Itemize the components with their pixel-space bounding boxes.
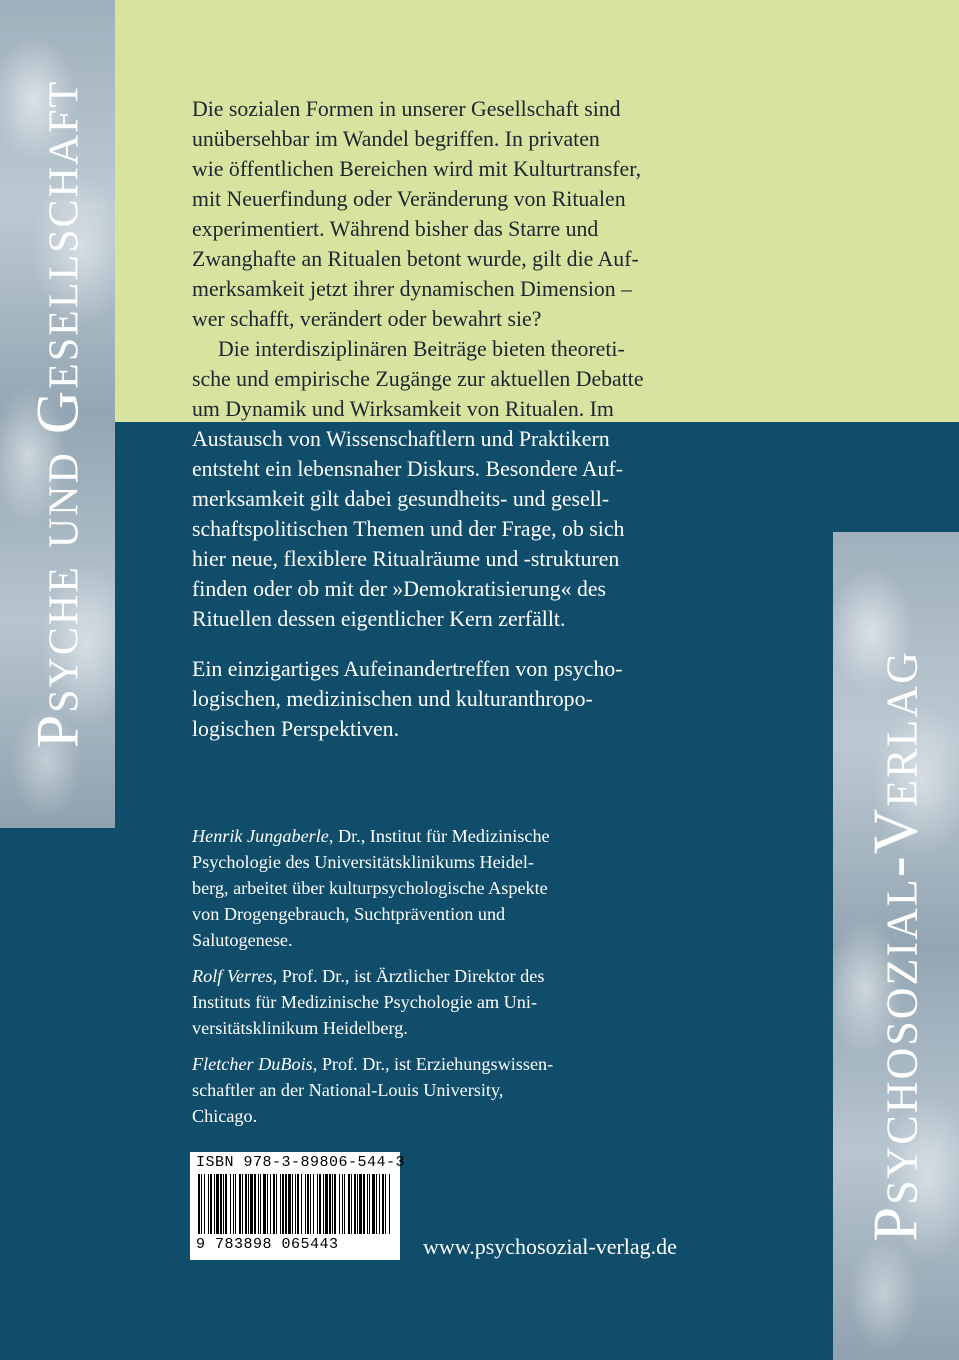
bio-line: Instituts für Medizinische Psychologie am Uni-: [192, 992, 538, 1012]
blurb-line: Ein einzigartiges Aufeinandertreffen von psycho-: [192, 657, 623, 681]
bio-first-line: [192, 963, 692, 989]
bio-line: berg, arbeitet über kulturpsychologische Aspekte: [192, 878, 548, 898]
blurb-line: sche und empirische Zugänge zur aktuellen Debatte: [192, 367, 644, 391]
blurb-line: um Dynamik und Wirksamkeit von Ritualen. Im: [192, 397, 614, 421]
series-title-strip: [0, 0, 115, 828]
publisher-strip: [833, 532, 959, 1360]
bio-first-line: [192, 1051, 692, 1077]
blurb-paragraph-2: [192, 334, 767, 634]
blurb-line: Austausch von Wissenschaftlern und Praktikern: [192, 427, 610, 451]
blurb-line: mit Neuerfindung oder Veränderung von Ritualen: [192, 187, 626, 211]
blurb-line: Rituellen dessen eigentlicher Kern zerfällt.: [192, 607, 566, 631]
author-name: Fletcher DuBois,: [192, 1054, 318, 1074]
barcode-bars: [196, 1174, 394, 1234]
blurb-line: schaftspolitischen Themen und der Frage, ob sich: [192, 517, 625, 541]
author-name: Henrik Jungaberle,: [192, 826, 334, 846]
blurb-line: logischen, medizinischen und kulturanthropo-: [192, 687, 593, 711]
bio-line: schaftler an der National-Louis University,: [192, 1080, 504, 1100]
blurb-line: wer schafft, verändert oder bewahrt sie?: [192, 307, 542, 331]
blurb-line: finden oder ob mit der »Demokratisierung« des: [192, 577, 607, 601]
publisher-name: Psychosozial-Verlag: [860, 650, 931, 1242]
blurb-line: experimentiert. Während bisher das Starre und: [192, 217, 599, 241]
blurb-line: wie öffentlichen Bereichen wird mit Kulturtransfer,: [192, 157, 642, 181]
blurb-line: merksamkeit gilt dabei gesundheits- und gesell-: [192, 487, 610, 511]
bio-text: Prof. Dr., ist Erziehungswissen-: [317, 1054, 554, 1074]
blurb-line: Die sozialen Formen in unserer Gesellschaft sind: [192, 97, 621, 121]
bio-line: von Drogengebrauch, Suchtprävention und: [192, 904, 506, 924]
blurb-line: logischen Perspektiven.: [192, 717, 400, 741]
bio-text: Prof. Dr., ist Ärztlicher Direktor des: [277, 966, 545, 986]
bio-text: Dr., Institut für Medizinische: [333, 826, 550, 846]
bio-line: versitätsklinikum Heidelberg.: [192, 1018, 408, 1038]
blurb-paragraph-3: [192, 654, 767, 744]
publisher-website: www.psychosozial-verlag.de: [423, 1234, 677, 1259]
barcode-digits: 9 783898 065443: [196, 1236, 339, 1253]
author-bio-verres: [192, 963, 692, 1041]
blurb-line: Die interdisziplinären Beiträge bieten theoreti-: [218, 337, 625, 361]
bio-line: Chicago.: [192, 1106, 258, 1126]
isbn-barcode: [190, 1152, 406, 1260]
author-bio-jungaberle: [192, 823, 692, 953]
bio-first-line: [192, 823, 692, 849]
blurb-line: entsteht ein lebensnaher Diskurs. Besondere Auf-: [192, 457, 623, 481]
bio-line: Salutogenese.: [192, 930, 293, 950]
author-bio-dubois: [192, 1051, 692, 1129]
author-name: Rolf Verres,: [192, 966, 278, 986]
blurb-line: Zwanghafte an Ritualen betont wurde, gilt die Auf-: [192, 247, 639, 271]
bio-line: Psychologie des Universitätsklinikums Heidel-: [192, 852, 534, 872]
blurb-line: hier neue, flexiblere Ritualräume und -strukturen: [192, 547, 620, 571]
series-title: Psyche und Gesellschaft: [24, 79, 90, 749]
blurb-paragraph-1: [192, 94, 767, 334]
blurb-line: merksamkeit jetzt ihrer dynamischen Dimension –: [192, 277, 633, 301]
blurb-line: unübersehbar im Wandel begriffen. In privaten: [192, 127, 600, 151]
isbn-label: ISBN 978-3-89806-544-3: [196, 1154, 406, 1171]
